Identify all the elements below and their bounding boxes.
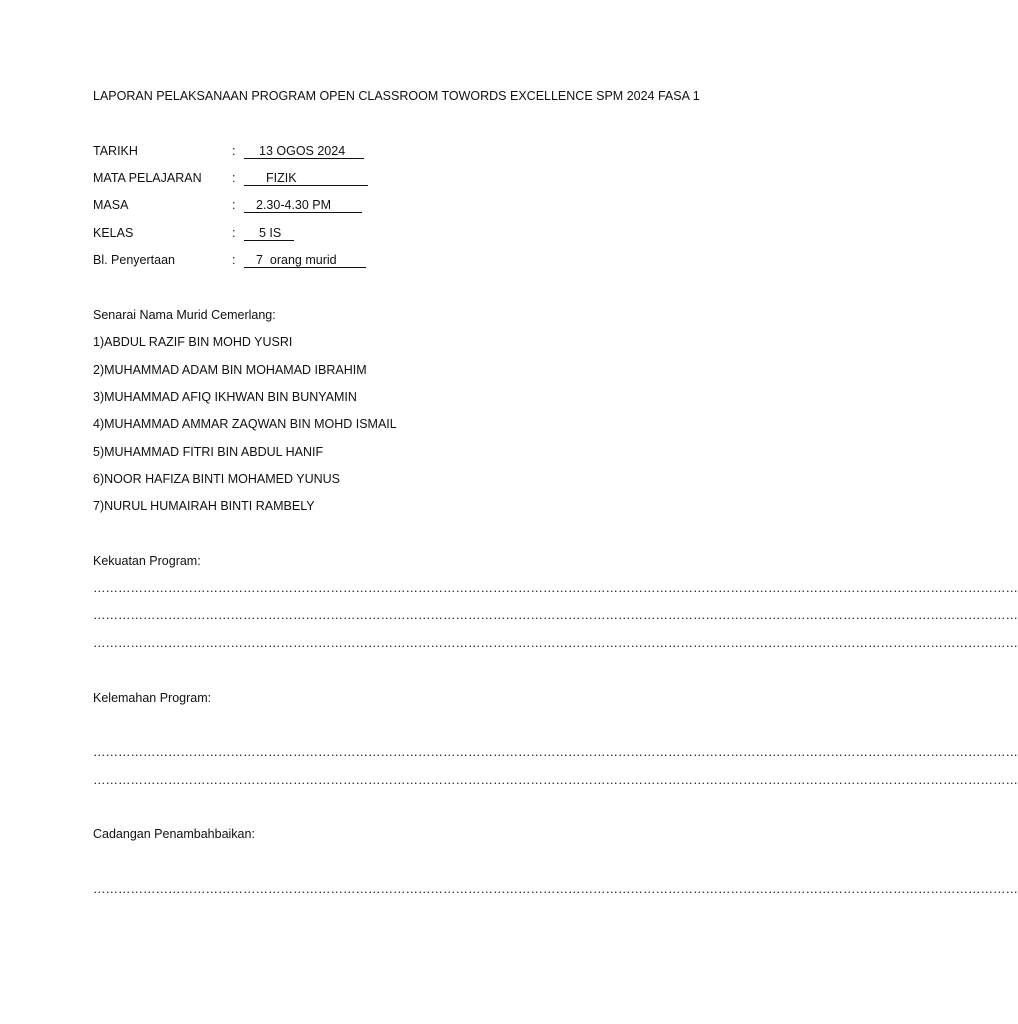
student-item: 2)MUHAMMAD ADAM BIN MOHAMAD IBRAHIM bbox=[93, 363, 367, 377]
student-item: 3)MUHAMMAD AFIQ IKHWAN BIN BUNYAMIN bbox=[93, 390, 357, 404]
field-colon-masa: : bbox=[232, 198, 236, 212]
student-item: 6)NOOR HAFIZA BINTI MOHAMED YUNUS bbox=[93, 472, 341, 486]
students-heading: Senarai Nama Murid Cemerlang: bbox=[93, 308, 276, 322]
weaknesses-dotted-line: …………………………………………………………………………………………………………………………………………………………………………………………………… bbox=[93, 773, 1018, 787]
field-colon-bil-penyertaan: : bbox=[232, 253, 236, 267]
weaknesses-dotted-line: …………………………………………………………………………………………………………………………………………………………………………………………………… bbox=[93, 745, 1018, 759]
student-item: 1)ABDUL RAZIF BIN MOHD YUSRI bbox=[93, 335, 293, 349]
student-item: 4)MUHAMMAD AMMAR ZAQWAN BIN MOHD ISMAIL bbox=[93, 417, 397, 431]
report-title: LAPORAN PELAKSANAAN PROGRAM OPEN CLASSROOM TOWORDS EXCELLENCE SPM 2024 FASA 1 bbox=[93, 89, 700, 103]
field-label-mata-pelajaran: MATA PELAJARAN bbox=[93, 171, 202, 185]
student-item: 5)MUHAMMAD FITRI BIN ABDUL HANIF bbox=[93, 445, 324, 459]
strengths-dotted-line: …………………………………………………………………………………………………………………………………………………………………………………………………… bbox=[93, 581, 1018, 595]
field-value-text: 5 IS bbox=[259, 226, 282, 240]
field-value-mata-pelajaran bbox=[244, 170, 368, 186]
strengths-heading: Kekuatan Program: bbox=[93, 554, 201, 568]
field-value-text: FIZIK bbox=[266, 171, 297, 185]
field-colon-mata-pelajaran: : bbox=[232, 171, 236, 185]
student-item: 7)NURUL HUMAIRAH BINTI RAMBELY bbox=[93, 499, 315, 513]
field-value-kelas bbox=[244, 225, 294, 241]
field-label-tarikh: TARIKH bbox=[93, 144, 138, 158]
field-value-text: 7 orang murid bbox=[256, 253, 337, 267]
field-value-text: 13 OGOS 2024 bbox=[259, 144, 346, 158]
weaknesses-heading: Kelemahan Program: bbox=[93, 691, 212, 705]
strengths-dotted-line: …………………………………………………………………………………………………………………………………………………………………………………………………… bbox=[93, 608, 1018, 622]
field-label-masa: MASA bbox=[93, 198, 129, 212]
field-value-text: 2.30-4.30 PM bbox=[256, 198, 332, 212]
field-colon-tarikh: : bbox=[232, 144, 236, 158]
suggestions-dotted-line: …………………………………………………………………………………………………………………………………………………………………………………………………… bbox=[93, 882, 1018, 896]
field-value-tarikh bbox=[244, 143, 364, 159]
field-label-bil-penyertaan: Bl. Penyertaan bbox=[93, 253, 175, 267]
strengths-dotted-line: …………………………………………………………………………………………………………………………………………………………………………………………………… bbox=[93, 636, 1018, 650]
field-label-kelas: KELAS bbox=[93, 226, 134, 240]
field-colon-kelas: : bbox=[232, 226, 236, 240]
suggestions-heading: Cadangan Penambahbaikan: bbox=[93, 827, 255, 841]
field-value-masa bbox=[244, 197, 362, 213]
field-value-bil-penyertaan bbox=[244, 252, 366, 268]
